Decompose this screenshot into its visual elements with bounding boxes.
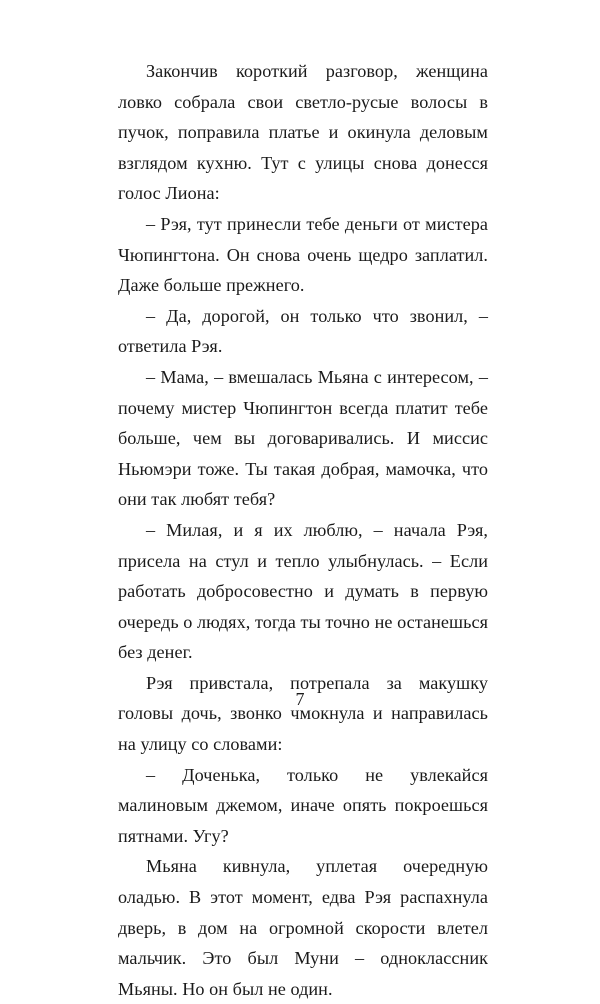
paragraph: – Доченька, только не увлекайся малиновым джемом, иначе опять покроешься пятнами. Угу? (118, 764, 488, 846)
page-number: 7 (295, 689, 305, 709)
paragraph: Рэя привстала, потрепала за макушку головы дочь, звонко чмокнула и направилась на улицу со словами: (118, 672, 488, 755)
paragraph: – Милая, и я их люблю, – начала Рэя, присела на стул и тепло улыбнулась. – Если работать добросовестно и думать в первую очередь о людях, тогда ты точно не останешься без денег. (118, 519, 488, 663)
paragraph: – Да, дорогой, он только что звонил, – ответила Рэя. (118, 305, 488, 357)
page-text (118, 56, 488, 1004)
paragraph: – Рэя, тут принесли тебе деньги от мистера Чюпингтона. Он снова очень щедро заплатил. Даже больше прежнего. (118, 213, 488, 296)
paragraph: – Мама, – вмешалась Мьяна с интересом, – почему мистер Чюпингтон всегда платит тебе больше, чем вы договаривались. И миссис Ньюмэри тоже. Ты такая добрая, мамочка, что они так любят тебя? (118, 366, 488, 510)
paragraph: Закончив короткий разговор, женщина ловко собрала свои светло-русые волосы в пучок, поправила платье и окинула деловым взглядом кухню. Тут с улицы снова донесся голос Лиона: (118, 61, 488, 204)
paragraph: Мьяна кивнула, уплетая очередную оладью. В этот момент, едва Рэя распахнула дверь, в дом на огромной скорости влетел мальчик. Это был Муни – одноклассник Мьяны. Но он был не один. (118, 856, 488, 999)
